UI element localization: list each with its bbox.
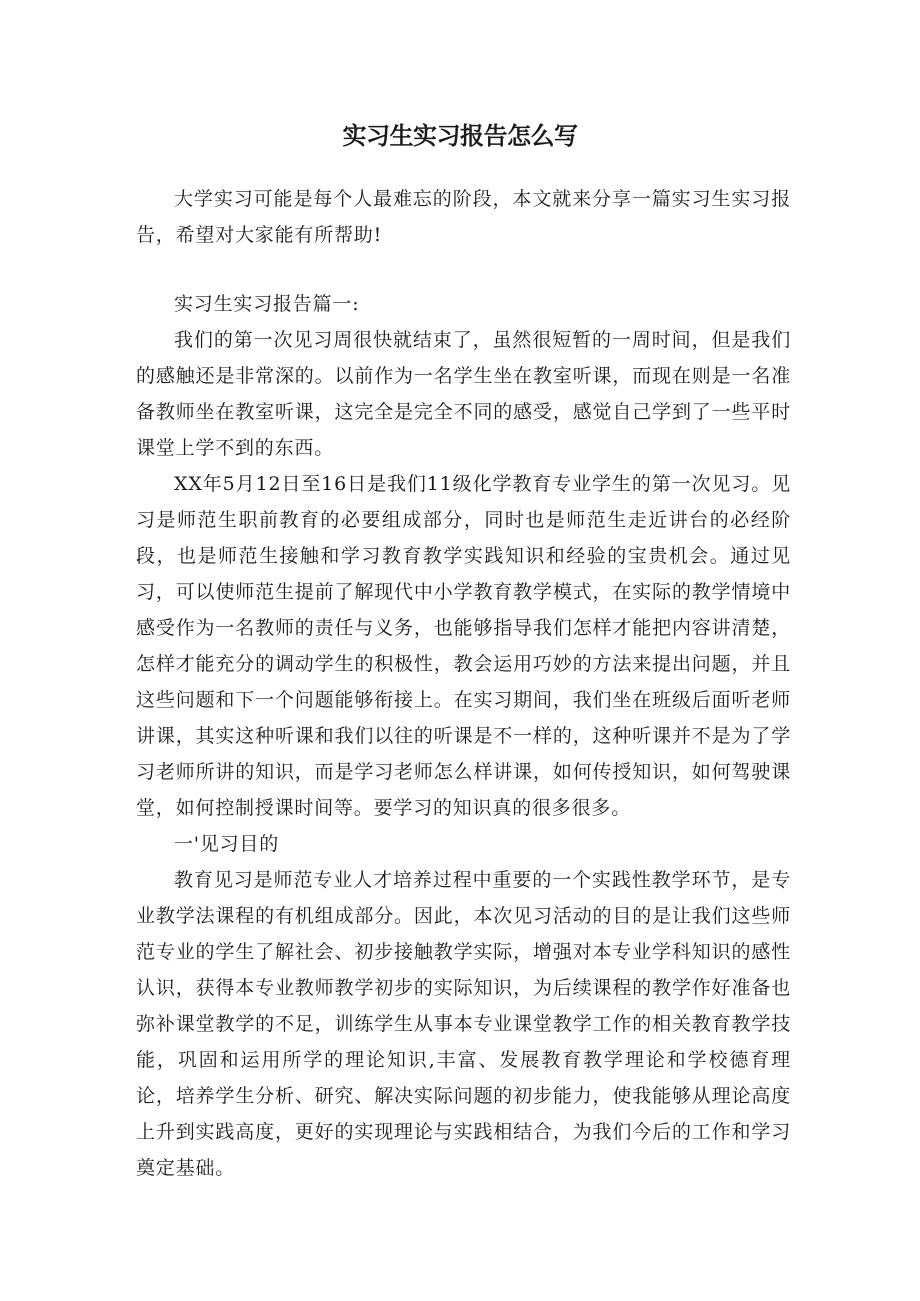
body-paragraph: 我们的第一次见习周很快就结束了，虽然很短暂的一周时间，但是我们的感触还是非常深的。以前作为一名学生坐在教室听课，而现在则是一名准备教师坐在教室听课，这完全是完全不同的感受，感觉自己学到了一些平时课堂上学不到的东西。	[136, 329, 791, 459]
intro-block	[136, 181, 791, 253]
document-title: 实习生实习报告怎么写	[342, 122, 578, 150]
body-paragraph: 教育见习是师范专业人才培养过程中重要的一个实践性教学环节，是专业教学法课程的有机组成部分。因此，本次见习活动的目的是让我们这些师范专业的学生了解社会、初步接触教学实际，增强对本专业学科知识的感性认识，获得本专业教师教学初步的实际知识，为后续课程的教学作好准备也弥补课堂教学的不足，训练学生从事本专业课堂教学工作的相关教育教学技能，巩固和运用所学的理论知识,丰富、发展教育教学理论和学校德育理论，培养学生分析、研究、解决实际问题的初步能力，使我能够从理论高度上升到实践高度，更好的实现理论与实践相结合，为我们今后的工作和学习奠定基础。	[136, 869, 791, 1179]
section-heading: 实习生实习报告篇一:	[174, 293, 360, 315]
body-paragraph: XX年5月12日至16日是我们11级化学教育专业学生的第一次见习。见习是师范生职前教育的必要组成部分，同时也是师范生走近讲台的必经阶段，也是师范生接触和学习教育教学实践知识和经验的宝贵机会。通过见习，可以使师范生提前了解现代中小学教育教学模式，在实际的教学情境中感受作为一名教师的责任与义务，也能够指导我们怎样才能把内容讲清楚，怎样才能充分的调动学生的积极性，教会运用巧妙的方法来提出问题，并且这些问题和下一个问题能够衔接上。在实习期间，我们坐在班级后面听老师讲课，其实这种听课和我们以往的听课是不一样的，这种听课并不是为了学习老师所讲的知识，而是学习老师怎么样讲课，如何传授知识，如何驾驶课堂，如何控制授课时间等。要学习的知识真的很多很多。	[136, 473, 791, 819]
report-body	[136, 286, 791, 1186]
intro-paragraph: 大学实习可能是每个人最难忘的阶段，本文就来分享一篇实习生实习报告，希望对大家能有所帮助!	[136, 188, 791, 246]
subsection-heading: 一'见习目的	[174, 833, 280, 855]
